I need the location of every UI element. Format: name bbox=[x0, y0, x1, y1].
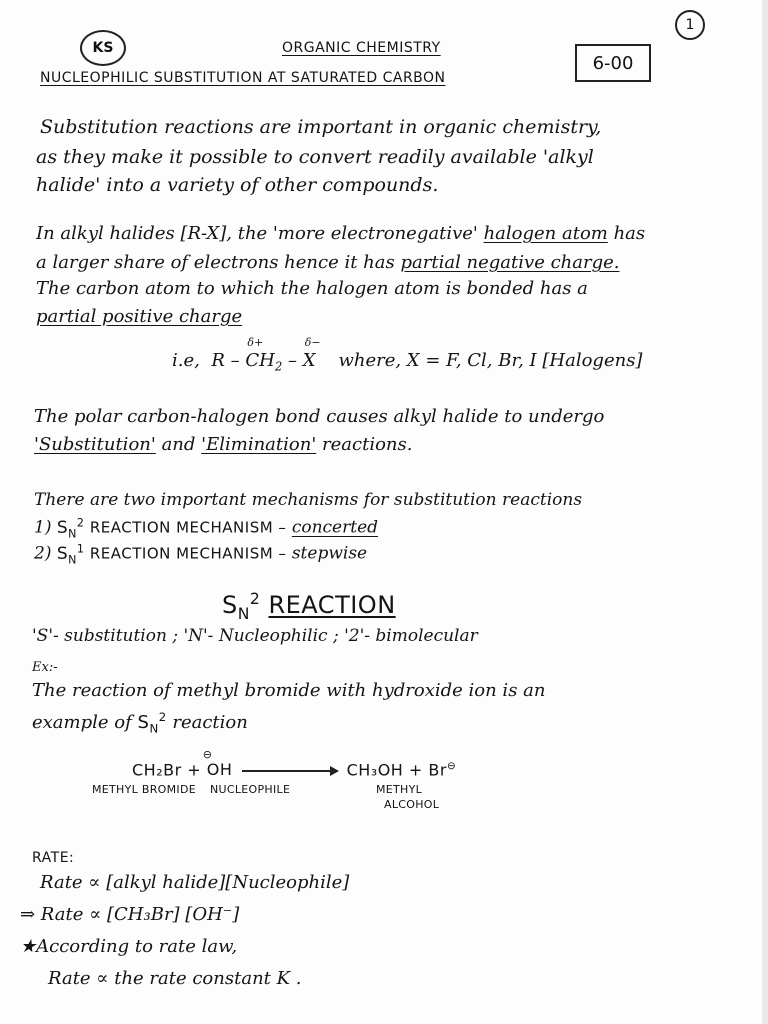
page-number-text: 1 bbox=[685, 17, 695, 33]
hydroxide bbox=[202, 748, 238, 780]
para2-line-1 bbox=[36, 223, 645, 244]
label-nucleophile: NUCLEOPHILE bbox=[210, 783, 291, 796]
sn2-s: S bbox=[56, 517, 69, 538]
ex-line-1: The reaction of methyl bromide with hydroxide ion is an bbox=[32, 680, 546, 701]
para2-line-2 bbox=[36, 252, 619, 273]
ch2-subscript: 2 bbox=[274, 359, 283, 374]
oh-text: OH bbox=[206, 760, 233, 780]
product: CH₃OH + Br bbox=[346, 760, 447, 780]
heading-sub: N bbox=[237, 604, 250, 623]
para3-line-1: The polar carbon-halogen bond causes alkyl halide to undergo bbox=[34, 406, 605, 427]
sn1-s: S bbox=[56, 543, 69, 564]
heading-sup: 2 bbox=[249, 590, 261, 608]
sn2-heading bbox=[222, 590, 396, 623]
sn1-sup: 1 bbox=[76, 542, 85, 555]
rate-line-4: Rate ∝ the rate constant K . bbox=[48, 968, 302, 989]
r-group: R – bbox=[211, 350, 240, 371]
delta-minus: δ− bbox=[304, 336, 321, 349]
page-edge bbox=[762, 0, 768, 1024]
ex-text: example of bbox=[32, 712, 132, 733]
author-logo bbox=[80, 30, 126, 66]
ex-sn2-sub: N bbox=[149, 721, 159, 736]
sn1-sub: N bbox=[68, 553, 77, 567]
logo-text: KS bbox=[92, 40, 114, 56]
time-text: 6-00 bbox=[592, 52, 634, 74]
partial-negative-underlined: partial negative charge. bbox=[400, 252, 620, 273]
page-number bbox=[675, 10, 705, 40]
ex-sn2-s: S bbox=[137, 712, 150, 733]
rate-label: RATE: bbox=[32, 850, 75, 866]
para2-text: In alkyl halides [R-X], the 'more electronegative' bbox=[36, 223, 478, 244]
mechanisms-intro: There are two important mechanisms for substitution reactions bbox=[34, 490, 583, 510]
para2-text-end: has bbox=[613, 223, 646, 244]
item1-text: REACTION MECHANISM – bbox=[89, 518, 287, 537]
reactant: CH₂Br + bbox=[132, 760, 202, 780]
sn2-symbol bbox=[56, 516, 85, 541]
sn1-symbol bbox=[56, 542, 85, 567]
item1-number: 1) bbox=[34, 517, 52, 538]
para2-line-3: The carbon atom to which the halogen atom is bonded has a bbox=[36, 278, 588, 299]
label-alcohol: ALCOHOL bbox=[384, 798, 440, 811]
sn2-sup: 2 bbox=[76, 516, 85, 529]
where-text: where, X = F, Cl, Br, I [Halogens] bbox=[338, 350, 643, 371]
partial-positive-underlined: partial positive charge bbox=[36, 306, 243, 327]
ex-label: Ex:- bbox=[32, 660, 58, 675]
sn2-sub: N bbox=[68, 527, 77, 541]
oh-charge: ⊖ bbox=[202, 748, 213, 762]
para2-text: a larger share of electrons hence it has bbox=[36, 252, 395, 273]
label-methyl: METHYL bbox=[376, 783, 423, 796]
reactions-text: reactions. bbox=[322, 434, 413, 455]
item2-number: 2) bbox=[34, 543, 52, 564]
ex-text-end: reaction bbox=[172, 712, 248, 733]
rate-line-1: Rate ∝ [alkyl halide][Nucleophile] bbox=[40, 872, 350, 893]
mechanism-item-1 bbox=[34, 516, 378, 540]
concerted-note: concerted bbox=[291, 517, 379, 538]
x-text: X bbox=[302, 350, 316, 371]
bond-dash: – bbox=[287, 350, 297, 371]
br-charge: ⊖ bbox=[446, 760, 457, 772]
label-methyl-bromide: METHYL BROMIDE bbox=[92, 783, 196, 796]
ch2-group bbox=[245, 336, 288, 374]
mechanism-item-2 bbox=[34, 542, 367, 566]
delta-plus: δ+ bbox=[247, 336, 264, 349]
intro-line-3: halide' into a variety of other compounds. bbox=[36, 174, 439, 196]
ie-label: i.e, bbox=[172, 350, 200, 371]
page-subtitle: NUCLEOPHILIC SUBSTITUTION AT SATURATED CARBON bbox=[40, 70, 446, 86]
ex-sn2 bbox=[137, 710, 167, 736]
x-group bbox=[302, 336, 322, 371]
time-box bbox=[575, 44, 651, 82]
rate-line-2: ⇒ Rate ∝ [CH₃Br] [OH⁻] bbox=[20, 904, 240, 925]
reaction-arrow bbox=[242, 770, 337, 772]
elimination-underlined: 'Elimination' bbox=[201, 434, 317, 455]
item2-text: REACTION MECHANISM – bbox=[89, 544, 287, 563]
heading-s: S bbox=[222, 591, 238, 619]
formula-line bbox=[172, 336, 643, 374]
and-text: and bbox=[161, 434, 196, 455]
reaction-equation bbox=[132, 748, 457, 780]
para3-line-2 bbox=[34, 434, 412, 455]
heading-text: REACTION bbox=[268, 591, 396, 619]
stepwise-note: stepwise bbox=[291, 543, 368, 564]
page-title: ORGANIC CHEMISTRY bbox=[282, 40, 441, 56]
rate-line-3: ★According to rate law, bbox=[20, 936, 238, 957]
substitution-underlined: 'Substitution' bbox=[34, 434, 156, 455]
intro-line-2: as they make it possible to convert readily available 'alkyl bbox=[36, 146, 594, 168]
intro-line-1: Substitution reactions are important in organic chemistry, bbox=[40, 116, 602, 138]
sn2-meaning: 'S'- substitution ; 'N'- Nucleophilic ; '2'- bimolecular bbox=[32, 626, 478, 646]
ex-line-2 bbox=[32, 710, 248, 736]
ex-sn2-sup: 2 bbox=[158, 710, 167, 724]
halogen-atom-underlined: halogen atom bbox=[483, 223, 608, 244]
ch2-text: CH bbox=[245, 350, 275, 371]
